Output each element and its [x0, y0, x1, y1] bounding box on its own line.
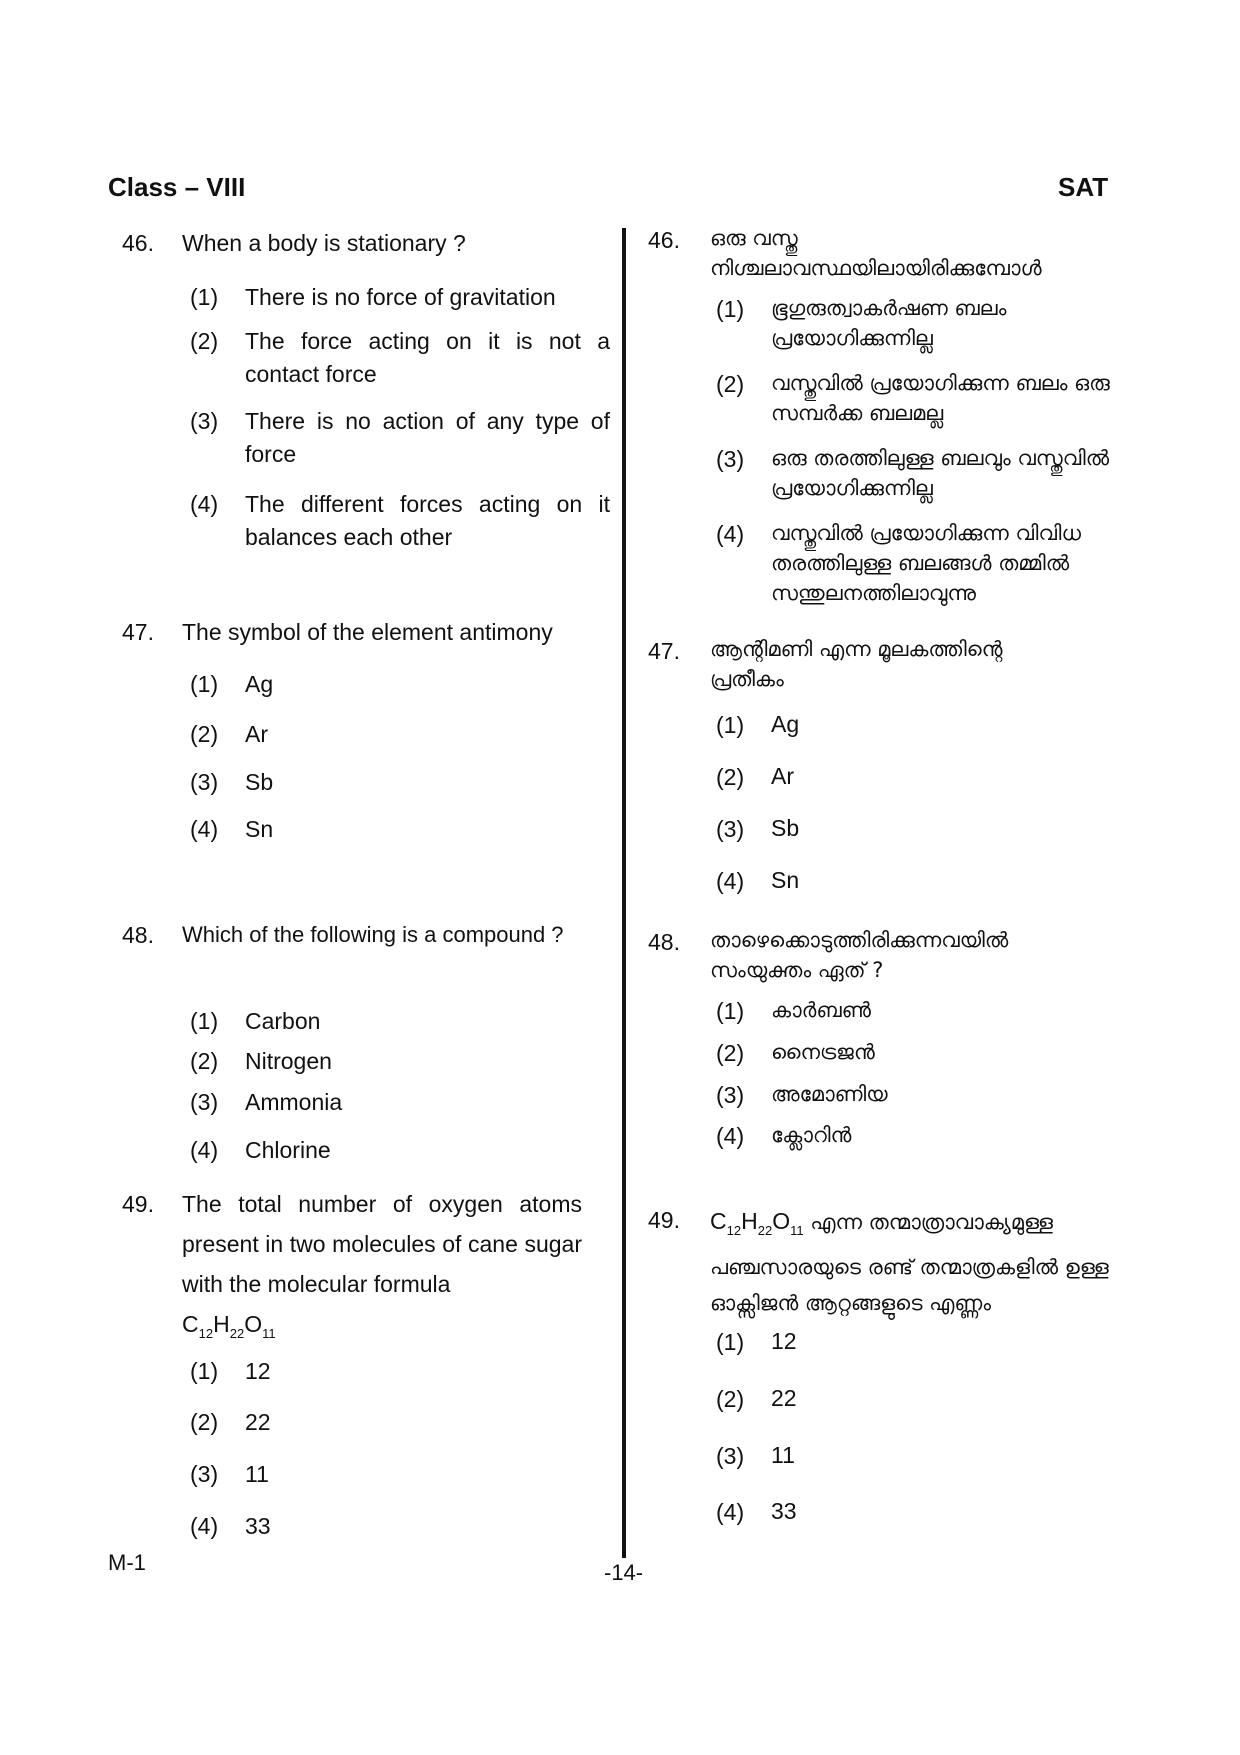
option-number: (3)	[190, 769, 219, 795]
option-text: വസ്തുവിൽ പ്രയോഗിക്കുന്ന വിവിധ തരത്തിലുള്ള ബലങ്ങൾ തമ്മിൽ സന്തുലനത്തിലാവുന്നു	[771, 521, 1081, 605]
option-number: (4)	[716, 868, 745, 894]
option-text: Ag	[245, 671, 274, 697]
option-number: (3)	[716, 446, 745, 472]
option-text: Sb	[771, 815, 800, 841]
option-text: ഒരു തരത്തിലുള്ള ബലവും വസ്തുവിൽ പ്രയോഗിക്കുന്നില്ല	[771, 446, 1110, 500]
molecular-formula: $C_{12}H_{22}O_{11}$	[710, 1208, 804, 1238]
question-number: 48.	[122, 922, 154, 948]
question-number: 46.	[648, 227, 680, 253]
option-text: 11	[771, 1442, 795, 1468]
exam-label: SAT	[1058, 172, 1109, 202]
question-text-body: The total number of oxygen atoms present in two molecules of cane sugar with the molecular formula	[182, 1191, 582, 1297]
option-text: 22	[771, 1385, 797, 1411]
option-number: (2)	[716, 1040, 745, 1066]
page-number: -14-	[604, 1560, 644, 1585]
option-number: (3)	[716, 1082, 745, 1108]
option-number: (4)	[190, 816, 219, 842]
question-text: ഒരു വസ്തു നിശ്ചലാവസ്ഥയിലായിരിക്കുമ്പോൾ	[710, 226, 1042, 280]
option-text: The different forces acting on it balances each other	[245, 491, 610, 550]
option-text: നൈട്രജൻ	[771, 1040, 875, 1064]
option-text: 33	[245, 1513, 271, 1539]
class-label: Class – VIII	[108, 172, 246, 202]
question-text	[182, 1184, 582, 1354]
question-text: Which of the following is a compound ?	[182, 922, 564, 947]
option-text: അമോണിയ	[771, 1082, 888, 1106]
option-number: (3)	[190, 1461, 219, 1487]
option-text: Sn	[245, 816, 274, 842]
option-number: (1)	[190, 1008, 219, 1034]
question-number: 48.	[648, 929, 680, 955]
option-text: Ar	[245, 721, 268, 747]
option-text: Ag	[771, 711, 800, 737]
option-number: (1)	[716, 296, 745, 322]
option-number: (1)	[716, 1329, 745, 1355]
option-number: (3)	[190, 408, 219, 434]
option-text: The force acting on it is not a contact force	[245, 328, 610, 387]
option-text: Carbon	[245, 1008, 321, 1034]
option-text: Chlorine	[245, 1137, 331, 1163]
question-text-body: എന്ന തന്മാത്രാവാക്യമുള്ള പഞ്ചസാരയുടെ രണ്ട് തന്മാത്രകളിൽ ഉള്ള ഓക്സിജൻ ആറ്റങ്ങളുടെ എണ്ണം	[710, 1210, 1109, 1315]
option-number: (3)	[190, 1089, 219, 1115]
option-number: (1)	[190, 1358, 219, 1384]
question-number: 49.	[122, 1191, 154, 1217]
option-text: 11	[245, 1461, 269, 1487]
question-text: താഴെക്കൊടുത്തിരിക്കുന്നവയിൽ സംയുക്തം ഏത് ?	[710, 928, 1009, 982]
question-text: When a body is stationary ?	[182, 230, 466, 256]
option-text: ഭൂഗുരുത്വാകർഷണ ബലം പ്രയോഗിക്കുന്നില്ല	[771, 296, 1007, 350]
option-text: ക്ലോറിൻ	[771, 1123, 852, 1147]
option-text: There is no force of gravitation	[245, 284, 556, 310]
option-number: (3)	[716, 816, 745, 842]
molecular-formula: $C_{12}H_{22}O_{11}$	[182, 1311, 276, 1341]
question-text	[710, 1203, 1110, 1321]
option-number: (2)	[190, 1048, 219, 1074]
question-number: 47.	[122, 619, 154, 645]
question-number: 49.	[648, 1207, 680, 1233]
option-number: (4)	[716, 1123, 745, 1149]
option-text: Nitrogen	[245, 1048, 332, 1074]
option-number: (3)	[716, 1443, 745, 1469]
option-number: (2)	[716, 1386, 745, 1412]
option-number: (4)	[716, 521, 745, 547]
option-number: (4)	[716, 1499, 745, 1525]
option-text: 33	[771, 1498, 797, 1524]
option-text: Ammonia	[245, 1089, 343, 1115]
option-text: Sb	[245, 769, 274, 795]
option-text: വസ്തുവിൽ പ്രയോഗിക്കുന്ന ബലം ഒരു സമ്പർക്ക ബലമല്ല	[771, 371, 1110, 425]
option-number: (2)	[190, 1409, 219, 1435]
option-number: (1)	[190, 284, 219, 310]
column-divider	[622, 228, 626, 1558]
option-text: 12	[771, 1328, 797, 1354]
option-number: (1)	[716, 712, 745, 738]
question-text: ആന്റിമണി എന്ന മൂലകത്തിന്റെ പ്രതീകം	[710, 637, 1003, 691]
option-number: (2)	[190, 328, 219, 354]
option-text: There is no action of any type of force	[245, 408, 610, 467]
option-number: (2)	[190, 721, 219, 747]
question-number: 47.	[648, 638, 680, 664]
option-text: കാർബൺ	[771, 998, 872, 1022]
option-number: (1)	[190, 671, 219, 697]
option-text: Sn	[771, 867, 800, 893]
option-number: (1)	[716, 998, 745, 1024]
option-text: 22	[245, 1409, 271, 1435]
page-code: M-1	[108, 1550, 146, 1575]
question-number: 46.	[122, 230, 154, 256]
option-number: (4)	[190, 491, 219, 517]
option-text: Ar	[771, 763, 794, 789]
option-text: 12	[245, 1358, 271, 1384]
option-number: (2)	[716, 764, 745, 790]
option-number: (4)	[190, 1137, 219, 1163]
option-number: (4)	[190, 1513, 219, 1539]
option-number: (2)	[716, 371, 745, 397]
question-text: The symbol of the element antimony	[182, 619, 553, 645]
